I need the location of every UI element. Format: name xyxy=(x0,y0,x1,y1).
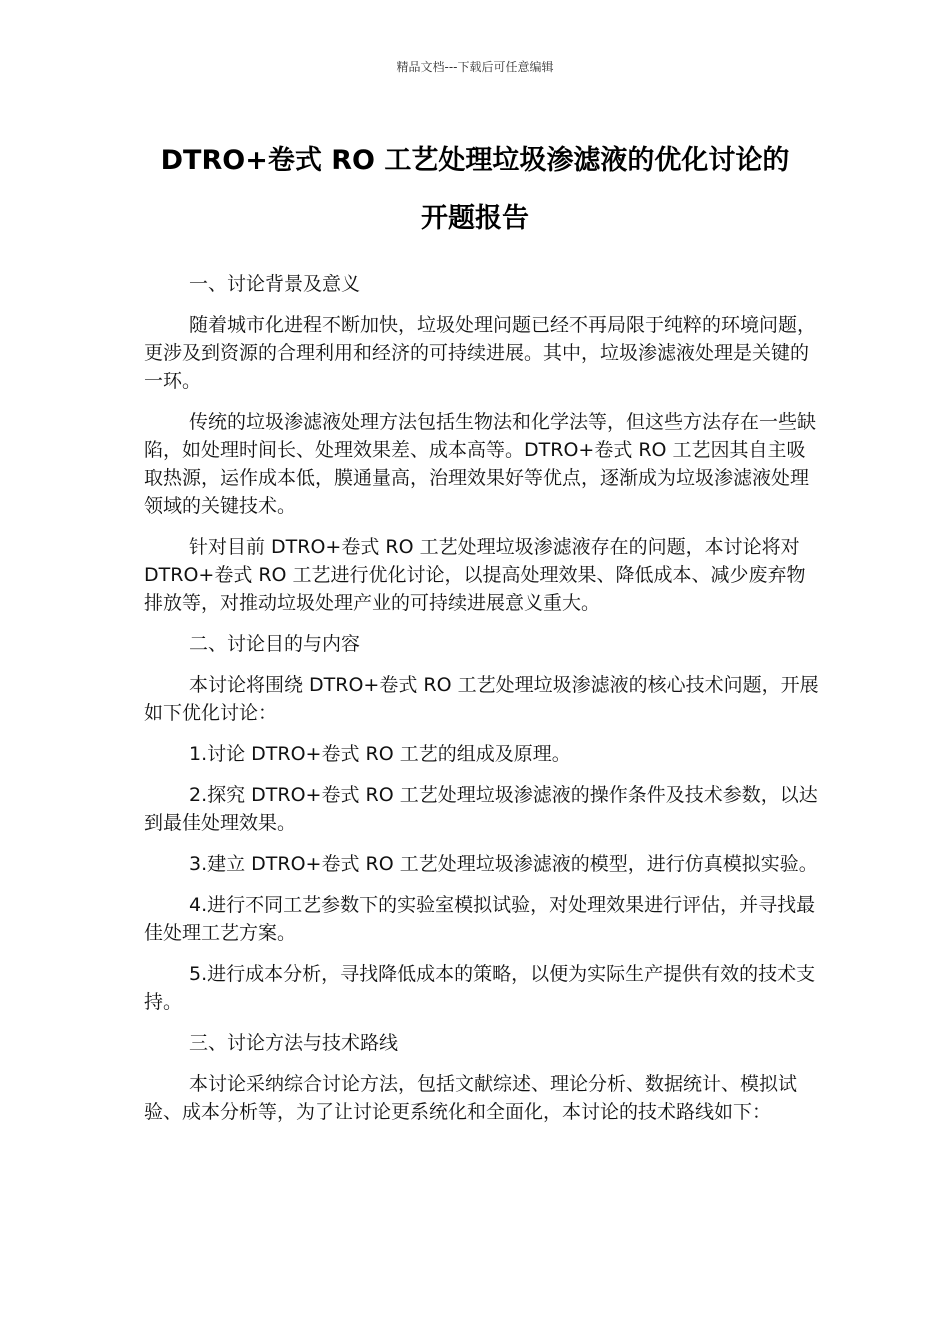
document-title-line1: DTRO+卷式 RO 工艺处理垃圾渗滤液的优化讨论的 xyxy=(160,145,790,176)
section-heading-background: 一、讨论背景及意义 xyxy=(189,273,361,295)
list-item-objective-2: 2.探究 DTRO+卷式 RO 工艺处理垃圾渗滤液的操作条件及技术参数，以达到最佳处理效果。 xyxy=(144,784,818,834)
document-body xyxy=(144,270,820,1139)
section-heading-objectives: 二、讨论目的与内容 xyxy=(189,633,361,655)
section-heading-methods: 三、讨论方法与技术路线 xyxy=(189,1032,399,1054)
paragraph-background-3: 针对目前 DTRO+卷式 RO 工艺处理垃圾渗滤液存在的问题，本讨论将对 DTRO+卷式 RO 工艺进行优化讨论，以提高处理效果、降低成本、减少废弃物排放等，对推动垃圾处理产业的可持续进展意义重大。 xyxy=(144,536,806,614)
document-title-line2: 开题报告 xyxy=(421,203,529,234)
paragraph-background-1: 随着城市化进程不断加快，垃圾处理问题已经不再局限于纯粹的环境问题，更涉及到资源的合理利用和经济的可持续进展。其中，垃圾渗滤液处理是关键的一环。 xyxy=(144,314,817,392)
header-note: 精品文档---下载后可任意编辑 xyxy=(396,60,554,74)
list-item-objective-5: 5.进行成本分析，寻找降低成本的策略，以便为实际生产提供有效的技术支持。 xyxy=(144,963,816,1013)
paragraph-methods-1: 本讨论采纳综合讨论方法，包括文献综述、理论分析、数据统计、模拟试验、成本分析等，为了让讨论更系统化和全面化，本讨论的技术路线如下： xyxy=(144,1073,798,1123)
list-item-objective-1: 1.讨论 DTRO+卷式 RO 工艺的组成及原理。 xyxy=(189,743,571,765)
list-item-objective-3: 3.建立 DTRO+卷式 RO 工艺处理垃圾渗滤液的模型，进行仿真模拟实验。 xyxy=(189,853,818,875)
paragraph-objectives-intro: 本讨论将围绕 DTRO+卷式 RO 工艺处理垃圾渗滤液的核心技术问题，开展如下优化讨论： xyxy=(144,674,819,724)
paragraph-background-2: 传统的垃圾渗滤液处理方法包括生物法和化学法等，但这些方法存在一些缺陷，如处理时间长、处理效果差、成本高等。DTRO+卷式 RO 工艺因其自主吸取热源，运作成本低，膜通量高，治理效果好等优点，逐渐成为垃圾渗滤液处理领域的关键技术。 xyxy=(144,411,817,517)
list-item-objective-4: 4.进行不同工艺参数下的实验室模拟试验，对处理效果进行评估，并寻找最佳处理工艺方案。 xyxy=(144,894,816,944)
